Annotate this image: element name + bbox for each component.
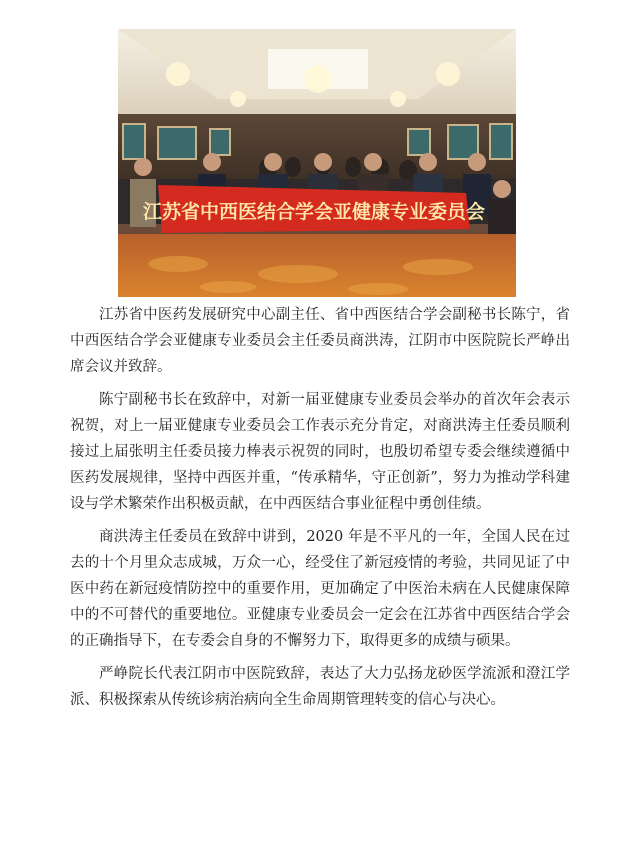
article-body xyxy=(70,302,570,720)
meeting-photo-illustration xyxy=(118,29,516,297)
paragraph: 江苏省中医药发展研究中心副主任、省中西医结合学会副秘书长陈宁，省中西医结合学会亚健康专业委员会主任委员商洪涛，江阴市中医院院长严峥出席会议并致辞。 xyxy=(70,307,570,375)
meeting-photo xyxy=(118,29,516,297)
paragraph: 严峥院长代表江阴市中医院致辞，表达了大力弘扬龙砂医学流派和澄江学派、积极探索从传统诊病治病向全生命周期管理转变的信心与决心。 xyxy=(70,666,570,708)
paragraph: 陈宁副秘书长在致辞中，对新一届亚健康专业委员会举办的首次年会表示祝贺，对上一届亚健康专业委员会工作表示充分肯定，对商洪涛主任委员顺利接过上届张明主任委员接力棒表示祝贺的同时，也殷切希望专委会继续遵循中医药发展规律，坚持中西医并重，“传承精华，守正创新”，努力为推动学科建设与学术繁荣作出积极贡献，在中西医结合事业征程中勇创佳绩。 xyxy=(70,392,570,512)
meeting-banner xyxy=(143,185,485,233)
paragraph: 商洪涛主任委员在致辞中讲到，2020 年是不平凡的一年，全国人民在过去的十个月里众志成城，万众一心，经受住了新冠疫情的考验，共同见证了中医中药在新冠疫情防控中的重要作用，更加确定了中医治未病在人民健康保障中的不可替代的重要地位。亚健康专业委员会一定会在江苏省中西医结合学会的正确指导下，在专委会自身的不懈努力下，取得更多的成绩与硕果。 xyxy=(70,529,570,649)
banner-text: 江苏省中西医结合学会亚健康专业委员会 xyxy=(142,201,486,223)
